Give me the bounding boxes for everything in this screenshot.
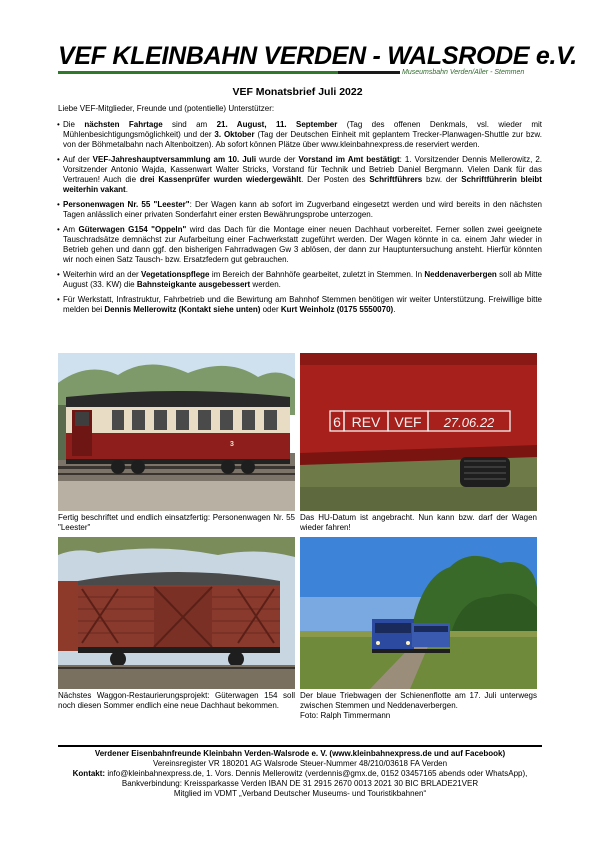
- news-item-text: Vorstand im Amt bestätigt: [298, 155, 400, 164]
- news-list: [58, 120, 542, 315]
- news-item-text: : Der Wagen kann ab sofort im Zugverband eingesetzt werden und wird bereits in den nächsten Tagen anlässlich einer privaten Sonderfahrt einer ersten Bewährungsprobe unterzogen.: [63, 200, 543, 219]
- footer-association: Verdener Eisenbahnfreunde Kleinbahn Verden-Walsrode e. V. (www.kleinbahnexpress.de und auf Facebook): [94, 749, 506, 758]
- footer: [58, 745, 542, 799]
- news-item-text: 21. August, 11. September: [216, 120, 338, 129]
- letterhead: [58, 42, 577, 82]
- news-item-text: Am: [63, 225, 79, 234]
- org-subtitle: Museumsbahn Verden/Aller - Stemmen: [402, 69, 525, 76]
- news-item: [58, 200, 542, 220]
- photo-passenger-coach: [58, 353, 295, 511]
- stencil-date: 27.06.22: [443, 415, 495, 430]
- news-item-text: wird das Dach für die Montage einer neuen Dachhaut vorbereitet. Ferner sollen zwei geeignete Tauschradsätze demnächst zur Aufarbeitung einer Fachwerkstatt zugeführt werden. Der Wagen könnte in ca. einem Jahr wieder in Betrieb gehen und dann ggf. den bisherigen Fahrradwagen Gw 3 ablösen, der dann zur Hauptuntersuchung ansteht. Hierfür könnten wir noch einen Satz Tausch- bzw. Ersatzfedern gut gebrauchen.: [63, 225, 543, 264]
- news-item-text: Güterwagen G154 "Oppeln": [78, 225, 187, 234]
- news-item-text: : 1. Vorsitzender Dennis Mellerowitz, 2. Vorsitzender Antonio Wajda, Kassenwart Walter Stricks, Vorstand für Technik und Betrieb Daniel Bergmann. Vielen Dank für das Vertrauen! Auch die: [63, 155, 542, 184]
- news-item-text: Neddenaverbergen: [424, 270, 497, 279]
- photo-blue-railcar: [300, 537, 537, 689]
- stencil-number: 6: [333, 414, 341, 430]
- news-item-text: Schriftführers: [369, 175, 423, 184]
- news-item-text: .: [125, 185, 128, 194]
- news-item-text: Vegetationspflege: [141, 270, 210, 279]
- news-item-text: Dennis Mellerowitz (Kontakt siehe unten): [104, 305, 261, 314]
- news-item-text: (Tag des offenen Denkmals, vsl. wieder mit Mühlenbesichtigungsmöglichkeit) und der: [63, 120, 542, 139]
- caption-goods-wagon: Nächstes Waggon-Restaurierungsprojekt: Güterwagen 154 soll noch diesen Sommer endlich eine neue Dachhaut bekommen.: [58, 691, 295, 710]
- photo-inspection-stencil: [300, 353, 537, 511]
- stencil-vef: VEF: [394, 414, 422, 430]
- news-item-text: drei Kassenprüfer wurden wiedergewählt: [139, 175, 302, 184]
- news-item: [58, 120, 542, 150]
- news-item-text: wurde der: [256, 155, 299, 164]
- coach-number: 3: [230, 441, 234, 448]
- news-item: [58, 155, 542, 195]
- org-title: VEF KLEINBAHN VERDEN - WALSRODE e.V.: [58, 42, 577, 70]
- news-item-text: Schriftführerin bleibt weiterhin vakant: [63, 175, 542, 194]
- news-item: [58, 225, 542, 265]
- news-item-text: 3. Oktober: [214, 130, 255, 139]
- news-item-text: VEF-Jahreshauptversammlung am 10. Juli: [92, 155, 257, 164]
- header-rule-green: [58, 71, 338, 74]
- news-item: [58, 270, 542, 290]
- caption-blue-railcar: [300, 691, 537, 721]
- news-item-text: Die: [63, 120, 85, 129]
- newsletter-body: [58, 104, 542, 320]
- stencil-rev: REV: [351, 414, 381, 430]
- news-item-text: Kurt Weinholz (0175 5550070): [280, 305, 394, 314]
- newsletter-title: VEF Monatsbrief Juli 2022: [232, 86, 363, 98]
- news-item-text: im Bereich der Bahnhöfe gearbeitet, zuletzt in Stemmen. In: [209, 270, 425, 279]
- photo-credit: Foto: Ralph Timmermann: [300, 711, 391, 720]
- news-item-text: werden.: [250, 280, 281, 289]
- footer-registry: Vereinsregister VR 180201 AG Walsrode Steuer-Nummer 48/210/03618 FA Verden: [152, 759, 448, 768]
- footer-contact-text: info@kleinbahnexpress.de, 1. Vors. Dennis Mellerowitz (verdennis@gmx.de, 0152 03457165 abends oder WhatsApp), Bankverbindung: Kreissparkasse Verden IBAN DE 31 2915 2670 0013 2021 30 BIC BRLADE21VER: [105, 769, 528, 788]
- news-item-text: soll ab Mitte August (33. KW) die: [63, 270, 542, 289]
- news-item: [58, 295, 542, 315]
- photo-goods-wagon: [58, 537, 295, 689]
- caption-blue-railcar-text: Der blaue Triebwagen der Schienenflotte am 17. Juli unterwegs zwischen Stemmen und Neddenaverbergen.: [300, 691, 537, 710]
- news-item-text: bzw. der: [422, 175, 462, 184]
- news-item-text: Bahnsteigkante ausgebessert: [136, 280, 251, 289]
- news-item-text: .: [393, 305, 396, 314]
- footer-contact-label: Kontakt:: [72, 769, 106, 778]
- news-item-text: Auf der: [63, 155, 93, 164]
- footer-membership: Mitglied im VDMT „Verband Deutscher Museums- und Touristikbahnen“: [173, 789, 427, 798]
- news-item-text: oder: [260, 305, 281, 314]
- footer-contact: [58, 769, 542, 789]
- news-item-text: sind am: [162, 120, 217, 129]
- news-item-text: . Der Posten des: [301, 175, 370, 184]
- header-rule-black: [338, 71, 400, 74]
- caption-inspection-stencil: Das HU-Datum ist angebracht. Nun kann bzw. darf der Wagen wieder fahren!: [300, 513, 537, 532]
- caption-passenger-coach: Fertig beschriftet und endlich einsatzfertig: Personenwagen Nr. 55 "Leester": [58, 513, 295, 532]
- news-item-text: Weiterhin wird an der: [63, 270, 142, 279]
- news-item-text: Personenwagen Nr. 55 "Leester": [63, 200, 190, 209]
- news-item-text: nächsten Fahrtage: [84, 120, 163, 129]
- news-item-text: (Tag der Deutschen Einheit mit geplantem Trecker-Planwagen-Shuttle zur bzw. von der Böhmetalbahn nach Altenboitzen). Ab sofort können Plätze über www.kleinbahnexpress.de reserviert werden.: [63, 130, 542, 149]
- greeting: Liebe VEF-Mitglieder, Freunde und (potentielle) Unterstützer:: [58, 104, 275, 113]
- news-item-text: Für Werkstatt, Infrastruktur, Fahrbetrieb und die Bewirtung am Bahnhof Stemmen benötigen wir weiter Unterstützung. Freiwillige bitte melden bei: [63, 295, 542, 314]
